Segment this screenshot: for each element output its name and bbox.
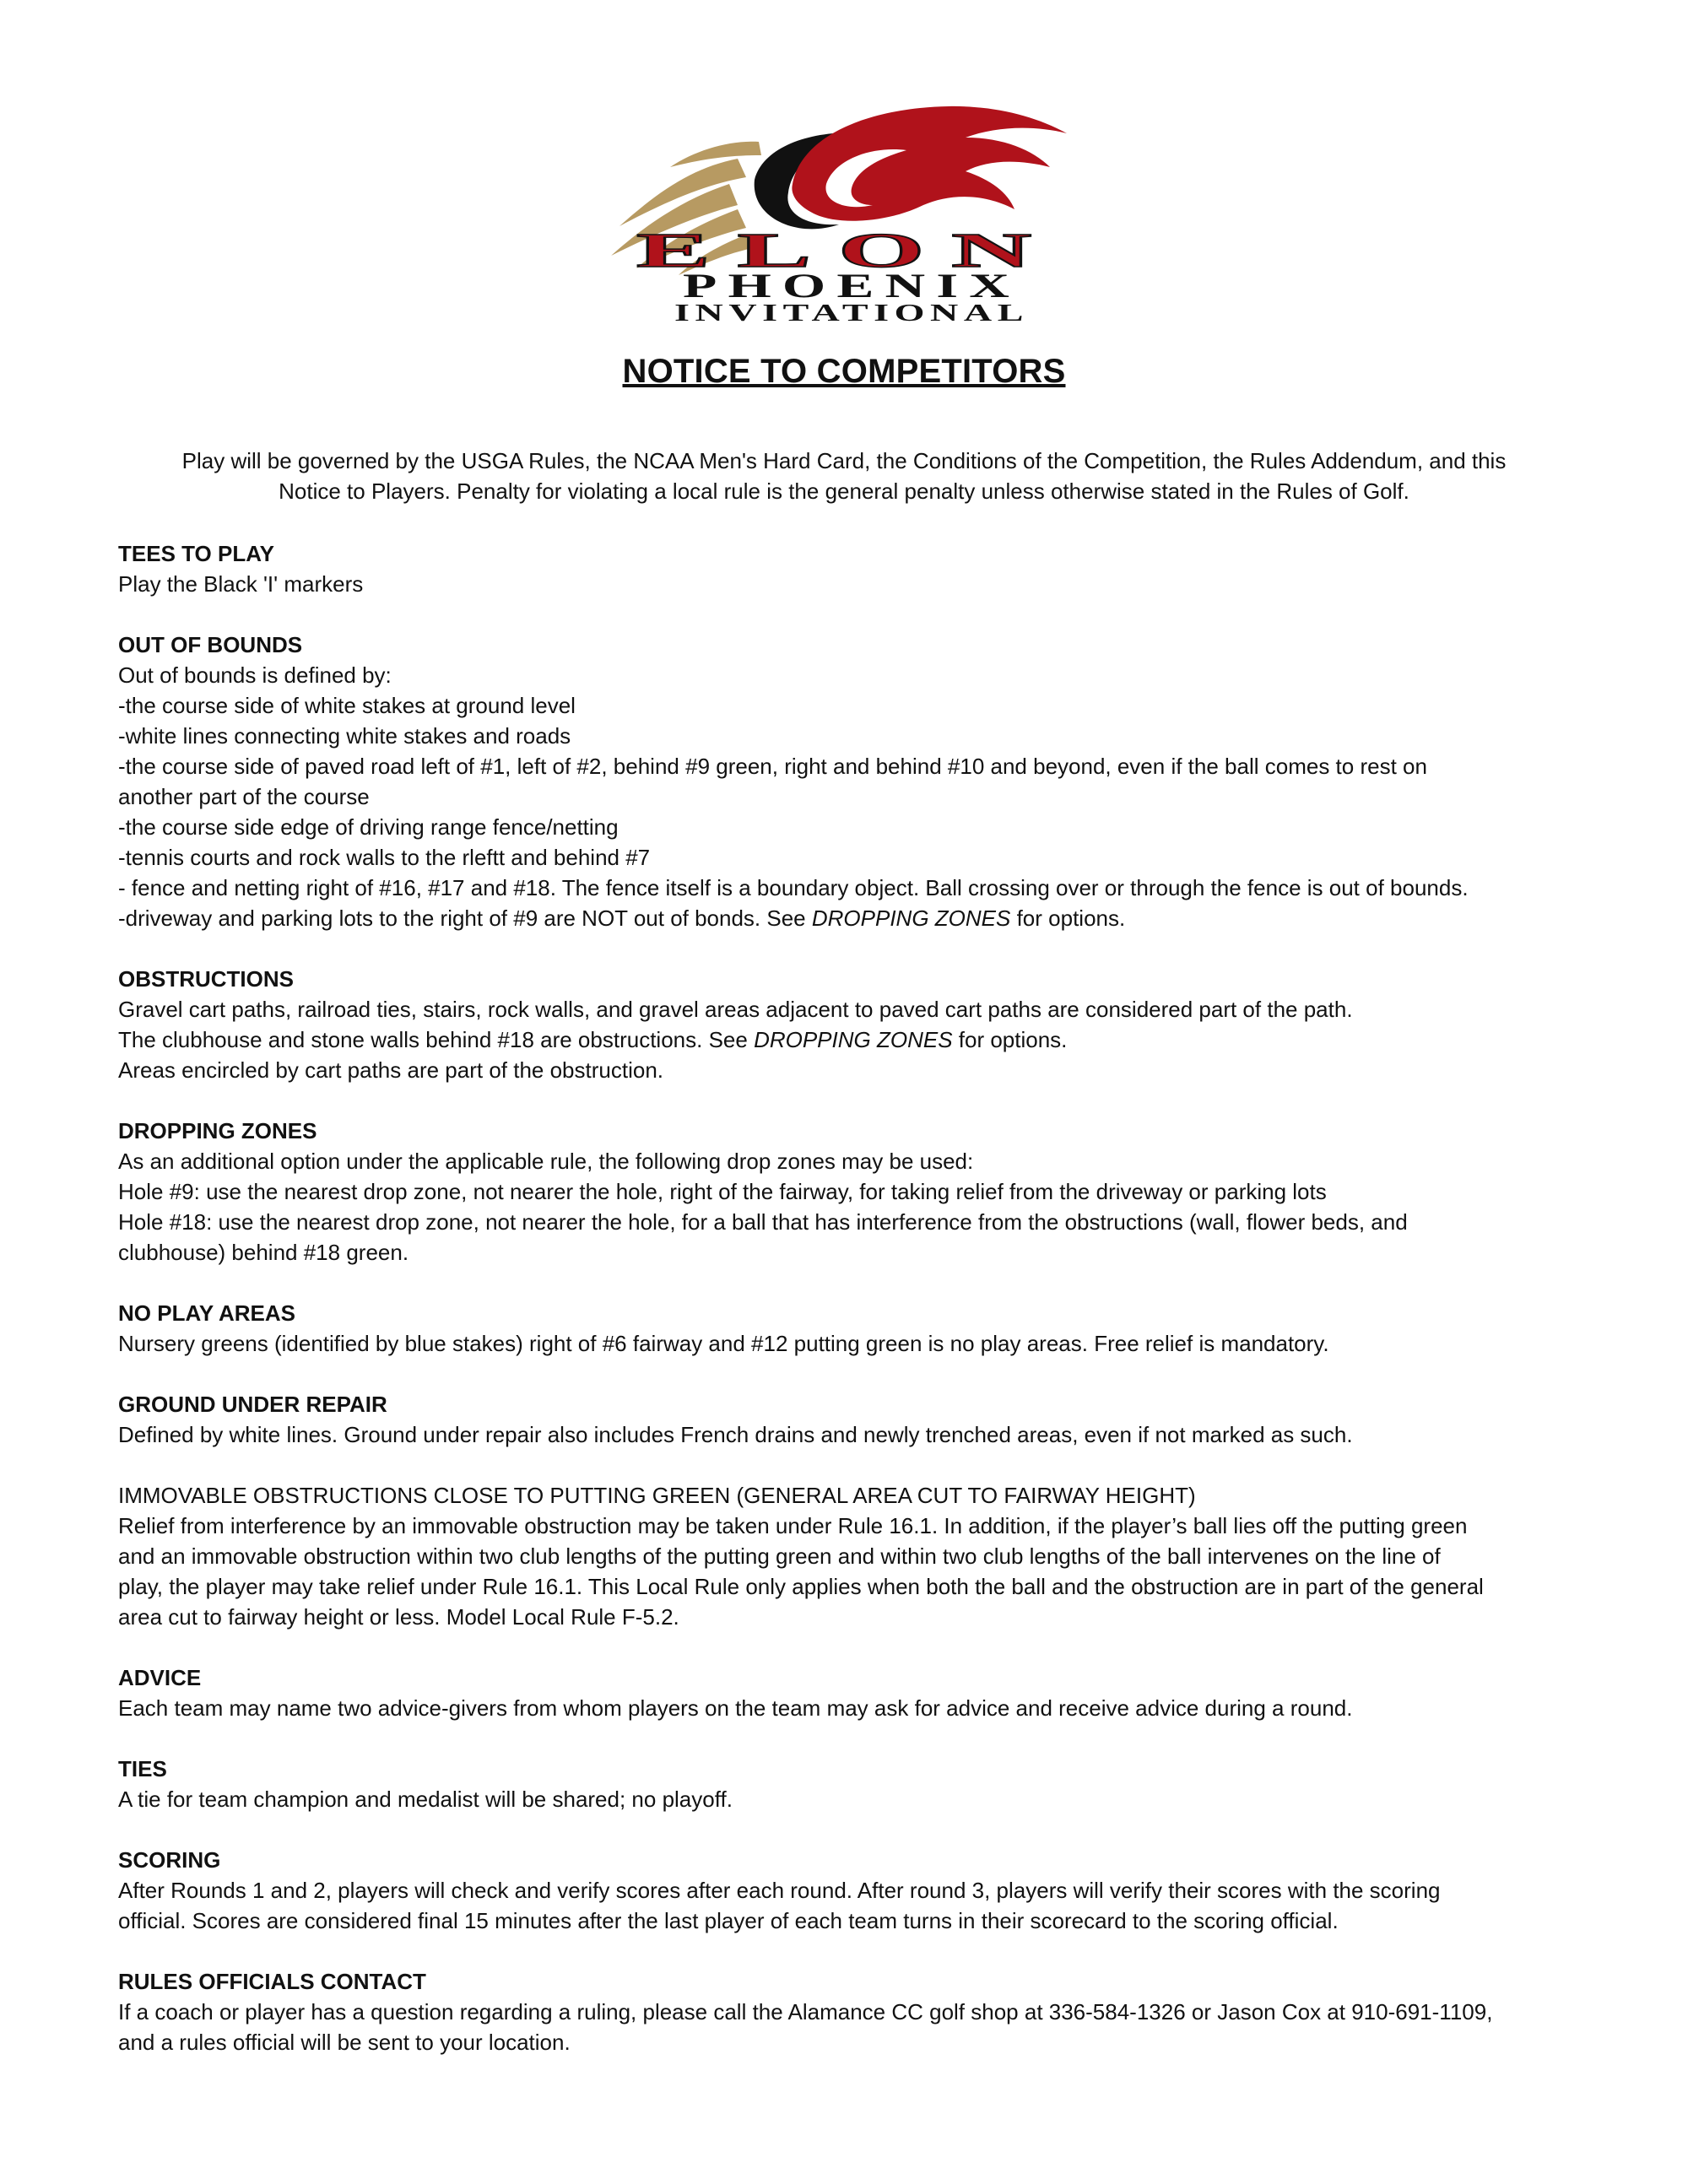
dropping-zones-reference: DROPPING ZONES [811,905,1011,931]
section-line: After Rounds 1 and 2, players will check and verify scores after each round. After round 3, players will verify their scores with the scoring [118,1878,1441,1903]
section-line: Areas encircled by cart paths are part of the obstruction. [118,1057,664,1083]
section-line: Each team may name two advice-givers from whom players on the team may ask for advice and receive advice during a round. [118,1695,1353,1721]
section-heading: RULES OFFICIALS CONTACT [118,1969,426,1994]
section-advice [118,1662,1553,1723]
phoenix-red-body [792,106,1067,221]
section-heading: TIES [118,1756,167,1781]
logo-invitational-wordmark: INVITATIONAL [674,300,1029,326]
section-ties [118,1754,1553,1814]
section-line: play, the player may take relief under Rule 16.1. This Local Rule only applies when both the ball and the obstruction are in part of the general [118,1574,1484,1599]
section-obstructions [118,964,1553,1085]
section-scoring [118,1845,1553,1936]
section-line: -tennis courts and rock walls to the rleftt and behind #7 [118,845,651,870]
section-line: Play the Black 'I' markers [118,571,364,597]
section-immovable-obstructions [118,1480,1553,1632]
section-line: and an immovable obstruction within two club lengths of the putting green and within two club lengths of the ball intervenes on the line of [118,1543,1441,1569]
section-heading: SCORING [118,1847,221,1873]
section-line: area cut to fairway height or less. Model Local Rule F-5.2. [118,1604,679,1630]
section-heading: IMMOVABLE OBSTRUCTIONS CLOSE TO PUTTING GREEN (GENERAL AREA CUT TO FAIRWAY HEIGHT) [118,1483,1196,1508]
section-line: Hole #9: use the nearest drop zone, not nearer the hole, right of the fairway, for taking relief from the driveway or parking lots [118,1179,1327,1204]
section-line: - fence and netting right of #16, #17 and #18. The fence itself is a boundary object. Ball crossing over or through the fence is out of bounds. [118,875,1469,900]
intro-line: Play will be governed by the USGA Rules, the NCAA Men's Hard Card, the Conditions of the Competition, the Rules Addendum, and this [181,448,1507,473]
section-line: -the course side edge of driving range fence/netting [118,814,619,840]
line-text: for options. [1010,905,1126,931]
section-heading: OBSTRUCTIONS [118,966,294,992]
section-line: official. Scores are considered final 15 minutes after the last player of each team turns in their scorecard to the scoring official. [118,1908,1339,1933]
section-line: Out of bounds is defined by: [118,662,392,688]
section-tees-to-play [118,538,1553,599]
section-line: A tie for team champion and medalist will be shared; no playoff. [118,1787,733,1812]
section-line: -the course side of white stakes at ground level [118,693,576,718]
section-line: and a rules official will be sent to your location. [118,2030,571,2055]
elon-phoenix-invitational-logo [611,100,1084,326]
section-line: Relief from interference by an immovable obstruction may be taken under Rule 16.1. In addition, if the player’s ball lies off the putting green [118,1513,1468,1538]
section-out-of-bounds [118,630,1553,933]
rules-content [118,538,1553,2088]
intro-line: Notice to Players. Penalty for violating a local rule is the general penalty unless otherwise stated in the Rules of Golf. [279,478,1409,504]
intro-paragraph [127,446,1561,506]
section-line [118,1024,1553,1055]
section-line [118,903,1553,933]
section-line: -the course side of paved road left of #1, left of #2, behind #9 green, right and behind #10 and beyond, even if the ball comes to rest on [118,754,1427,779]
section-line: -white lines connecting white stakes and roads [118,723,571,749]
line-text: -driveway and parking lots to the right of #9 are NOT out of bonds. See [118,905,812,931]
section-heading: OUT OF BOUNDS [118,632,303,657]
section-line: Gravel cart paths, railroad ties, stairs, rock walls, and gravel areas adjacent to paved cart paths are considered part of the path. [118,997,1353,1022]
section-heading: GROUND UNDER REPAIR [118,1392,387,1417]
line-text: for options. [952,1027,1068,1052]
section-heading: NO PLAY AREAS [118,1300,295,1326]
section-line: As an additional option under the applicable rule, the following drop zones may be used: [118,1149,974,1174]
line-text: The clubhouse and stone walls behind #18 are obstructions. See [118,1027,755,1052]
section-line: another part of the course [118,784,370,809]
section-heading: DROPPING ZONES [118,1118,317,1143]
section-ground-under-repair [118,1389,1553,1450]
section-line: If a coach or player has a question regarding a ruling, please call the Alamance CC golf shop at 336-584-1326 or Jason Cox at 910-691-1109, [118,1999,1493,2025]
dropping-zones-reference: DROPPING ZONES [754,1027,953,1052]
logo-phoenix-wordmark: PHOENIX [683,267,1020,305]
section-line: Nursery greens (identified by blue stakes) right of #6 fairway and #12 putting green is no play areas. Free relief is mandatory. [118,1331,1329,1356]
section-line: Defined by white lines. Ground under repair also includes French drains and newly trenched areas, even if not marked as such. [118,1422,1353,1447]
logo-elon-wordmark: ELON [636,223,1058,278]
section-dropping-zones [118,1116,1553,1268]
section-line: clubhouse) behind #18 green. [118,1240,409,1265]
page-title: NOTICE TO COMPETITORS [622,353,1066,390]
section-rules-officials-contact [118,1966,1553,2057]
section-line: Hole #18: use the nearest drop zone, not nearer the hole, for a ball that has interference from the obstructions (wall, flower beds, and [118,1209,1408,1235]
section-heading: ADVICE [118,1665,202,1690]
section-no-play-areas [118,1298,1553,1359]
section-heading: TEES TO PLAY [118,541,274,566]
